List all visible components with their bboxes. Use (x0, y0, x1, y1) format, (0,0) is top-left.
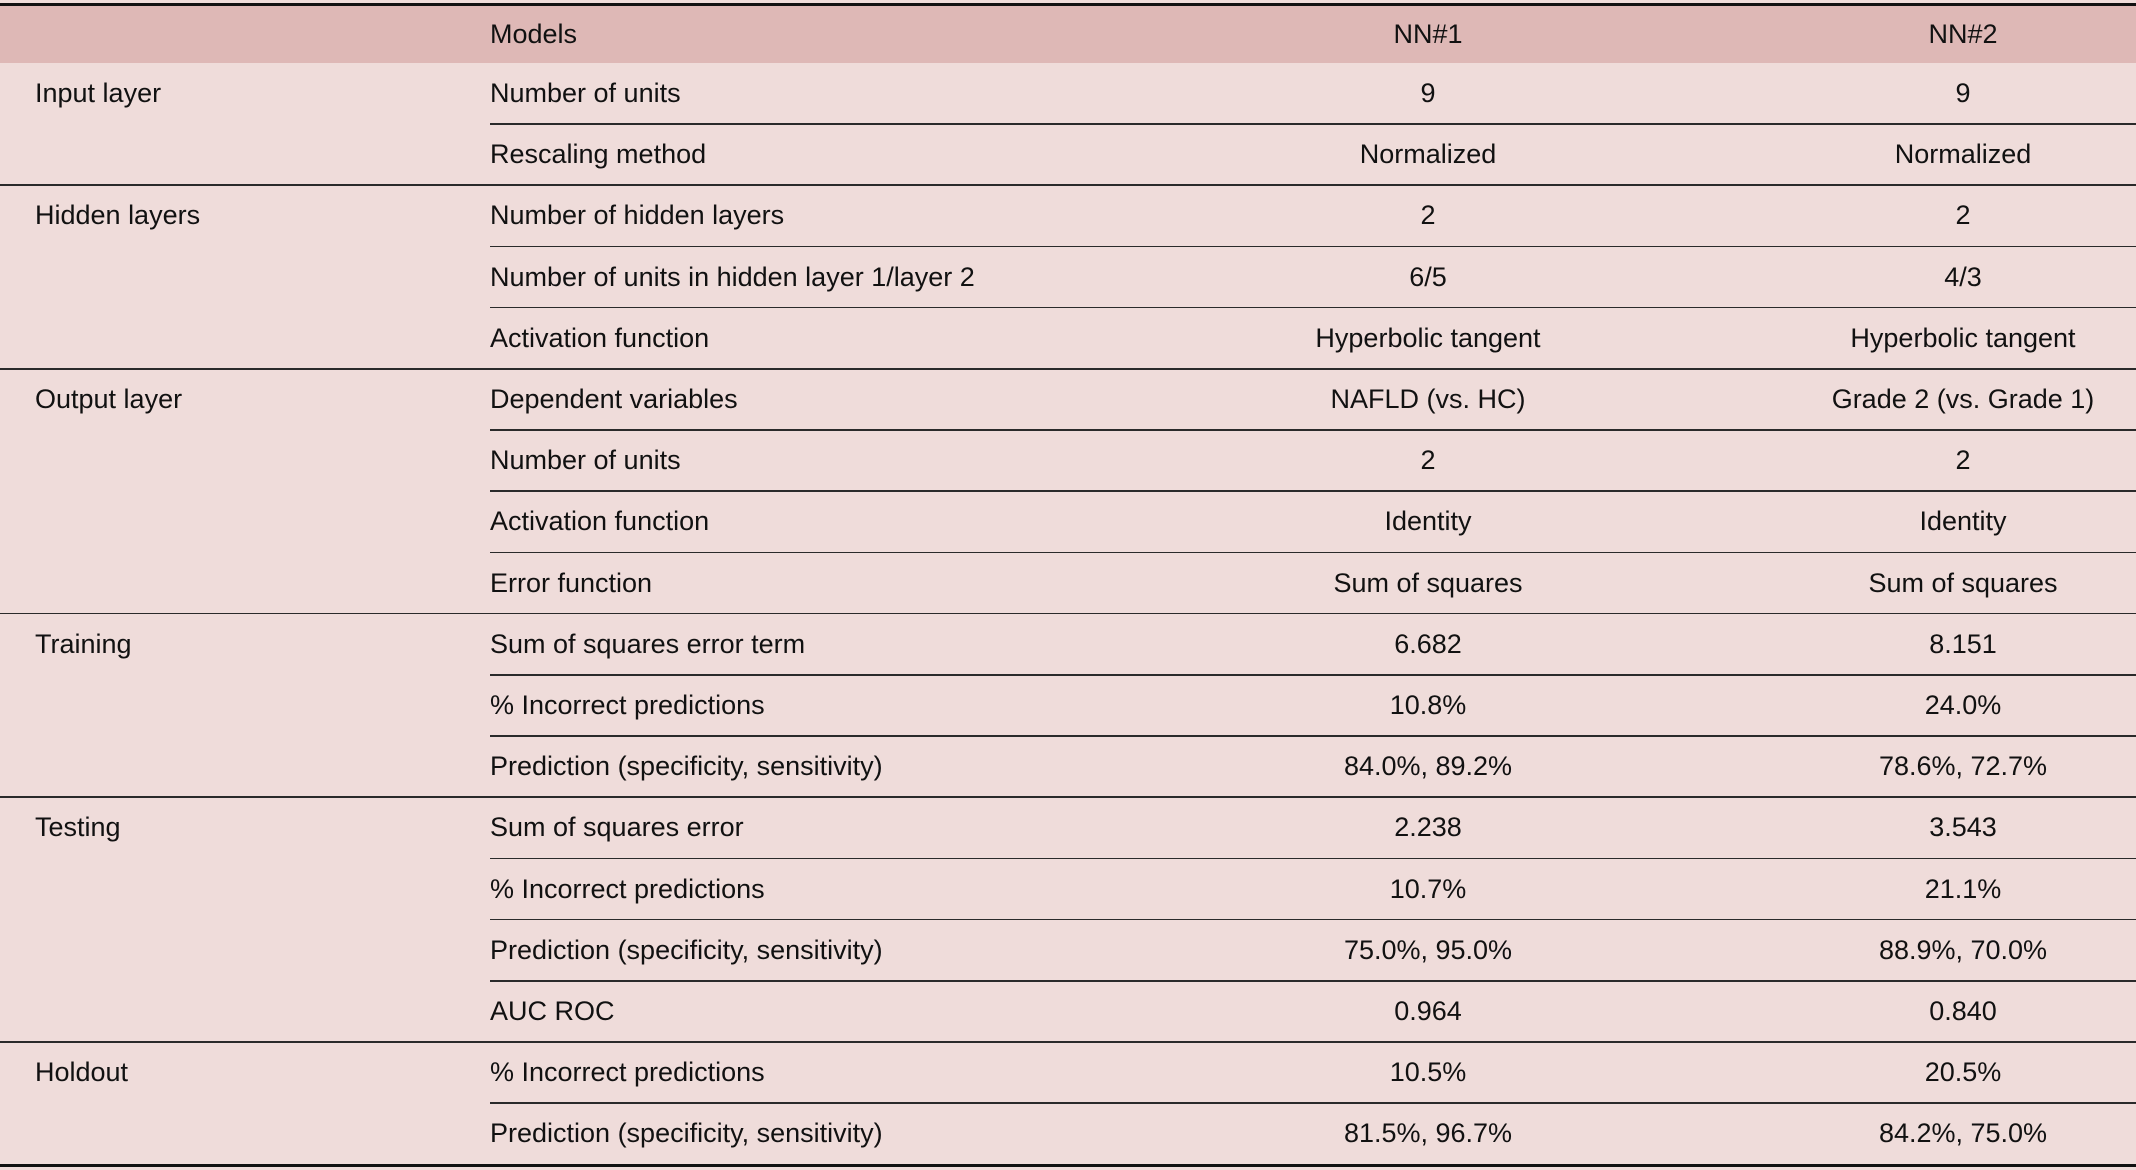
row-group-cell (35, 920, 455, 981)
row-group-cell: Training (35, 628, 132, 659)
row-nn2-cell: 20.5% (1924, 1057, 2002, 1088)
row-label-cell: Number of hidden layers (490, 200, 785, 231)
row-group-cell (35, 247, 455, 308)
table-row (0, 247, 2136, 308)
row-label-cell: Error function (490, 567, 653, 598)
row-label-cell: Activation function (490, 322, 710, 353)
row-nn1-cell: 84.0%, 89.2% (1343, 751, 1513, 782)
row-nn1-cell: Normalized (1359, 139, 1497, 170)
row-nn2-cell: 24.0% (1924, 690, 2002, 720)
row-nn1-cell: NAFLD (vs. HC) (1330, 384, 1526, 414)
row-nn1-cell: Sum of squares (1333, 567, 1523, 598)
row-nn2-cell: 3.543 (1929, 812, 1997, 843)
row-label-cell: % Incorrect predictions (490, 690, 765, 720)
row-nn1-cell: 2.238 (1394, 812, 1462, 843)
table-bottom-rule (0, 1164, 2136, 1167)
row-nn1-cell: Identity (1384, 506, 1472, 537)
table-row (0, 920, 2136, 981)
row-nn2-cell: 8.151 (1929, 628, 1997, 659)
row-group-cell (35, 859, 455, 920)
table-row (0, 63, 2136, 124)
row-nn2-cell: 88.9%, 70.0% (1878, 934, 2048, 965)
row-group-cell (35, 736, 455, 797)
row-nn1-cell: 10.8% (1389, 690, 1467, 720)
row-label-cell: Number of units in hidden layer 1/layer 2 (490, 261, 975, 292)
row-group-cell (35, 124, 455, 185)
row-label-cell: Prediction (specificity, sensitivity) (490, 1118, 883, 1149)
table-row (0, 491, 2136, 552)
table-row (0, 308, 2136, 369)
row-label-cell: % Incorrect predictions (490, 1057, 765, 1088)
row-nn1-cell: 2 (1420, 445, 1436, 476)
row-nn1-cell: 81.5%, 96.7% (1343, 1118, 1513, 1149)
table-row (0, 1103, 2136, 1164)
row-group-cell (35, 553, 455, 614)
row-group-cell (35, 308, 455, 369)
row-nn1-cell: 6.682 (1394, 628, 1462, 659)
header-nn2-cell: NN#2 (1928, 19, 1998, 49)
table-row (0, 124, 2136, 185)
row-label-cell: % Incorrect predictions (490, 873, 765, 904)
row-label-cell: Activation function (490, 506, 710, 537)
row-label-cell: AUC ROC (490, 996, 615, 1026)
row-nn2-cell: Grade 2 (vs. Grade 1) (1831, 384, 2095, 414)
row-group-cell (35, 430, 455, 491)
header-models-cell: Models (490, 19, 578, 49)
row-label-cell: Prediction (specificity, sensitivity) (490, 751, 883, 782)
table-row (0, 1042, 2136, 1103)
row-group-cell: Testing (35, 812, 121, 843)
table-row (0, 797, 2136, 858)
row-nn1-cell: Hyperbolic tangent (1315, 322, 1541, 353)
row-nn2-cell: 4/3 (1944, 261, 1982, 292)
row-nn2-cell: 2 (1955, 200, 1971, 231)
row-nn2-cell: Hyperbolic tangent (1850, 322, 2076, 353)
row-nn1-cell: 9 (1420, 78, 1436, 108)
row-group-cell: Hidden layers (35, 200, 201, 231)
table-row (0, 430, 2136, 491)
row-label-cell: Sum of squares error (490, 812, 744, 843)
row-label-cell: Prediction (specificity, sensitivity) (490, 934, 883, 965)
table-row (0, 981, 2136, 1042)
row-group-cell (35, 491, 455, 552)
row-nn1-cell: 75.0%, 95.0% (1343, 934, 1513, 965)
header-nn1-cell: NN#1 (1393, 19, 1463, 49)
row-group-cell: Output layer (35, 384, 183, 414)
row-label-cell: Dependent variables (490, 384, 738, 414)
row-nn1-cell: 2 (1420, 200, 1436, 231)
row-group-cell: Holdout (35, 1057, 129, 1088)
table-header-row (0, 6, 2136, 63)
row-nn2-cell: 2 (1955, 445, 1971, 476)
row-nn1-cell: 10.7% (1389, 873, 1467, 904)
table-row (0, 369, 2136, 430)
row-nn2-cell: 21.1% (1924, 873, 2002, 904)
table-row (0, 553, 2136, 614)
row-nn1-cell: 10.5% (1389, 1057, 1467, 1088)
row-nn2-cell: Sum of squares (1868, 567, 2058, 598)
row-nn2-cell: 78.6%, 72.7% (1878, 751, 2048, 782)
table-row (0, 675, 2136, 736)
row-nn2-cell: Identity (1919, 506, 2007, 537)
row-label-cell: Sum of squares error term (490, 628, 806, 659)
table-row (0, 736, 2136, 797)
table-row (0, 859, 2136, 920)
row-group-cell (35, 1103, 455, 1164)
row-nn2-cell: 84.2%, 75.0% (1878, 1118, 2048, 1149)
row-group-cell (35, 675, 455, 736)
row-group-cell (35, 981, 455, 1042)
row-group-cell: Input layer (35, 78, 162, 108)
row-nn1-cell: 0.964 (1394, 996, 1462, 1026)
row-nn2-cell: 9 (1955, 78, 1971, 108)
row-label-cell: Rescaling method (490, 139, 707, 170)
row-nn2-cell: 0.840 (1929, 996, 1997, 1026)
header-group-cell (35, 6, 455, 63)
row-label-cell: Number of units (490, 445, 681, 476)
row-nn1-cell: 6/5 (1409, 261, 1447, 292)
row-label-cell: Number of units (490, 78, 681, 108)
table-row (0, 614, 2136, 675)
table-row (0, 185, 2136, 246)
row-nn2-cell: Normalized (1894, 139, 2032, 170)
